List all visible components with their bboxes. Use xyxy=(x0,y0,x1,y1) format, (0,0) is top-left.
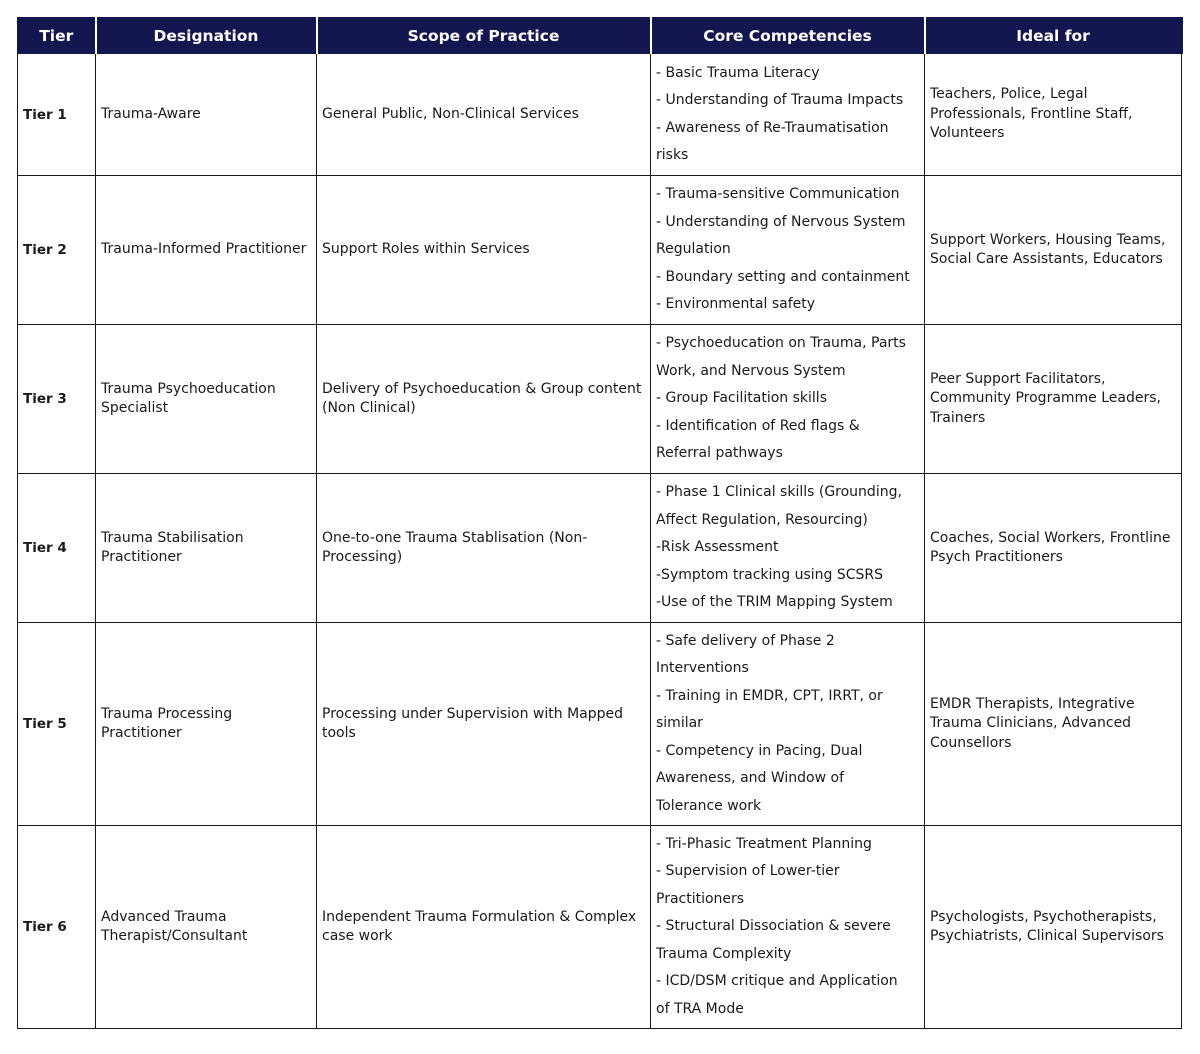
table-body xyxy=(18,54,1182,1029)
competency-line: of TRA Mode xyxy=(656,1000,744,1017)
competency-line: Work, and Nervous System xyxy=(656,362,846,379)
designation-cell: Trauma Psychoeducation Specialist xyxy=(96,325,317,474)
header-competencies: Core Competencies xyxy=(651,18,925,54)
competencies-cell xyxy=(651,474,925,623)
competency-line: - Supervision of Lower-tier xyxy=(656,863,840,880)
competency-line: - Psychoeducation on Trauma, Parts xyxy=(656,335,906,352)
scope-cell: Independent Trauma Formulation & Complex case work xyxy=(317,826,651,1029)
ideal-for-cell: Psychologists, Psychotherapists, Psychiatrists, Clinical Supervisors xyxy=(925,826,1182,1029)
competencies-cell xyxy=(651,54,925,176)
competency-line: - Competency in Pacing, Dual xyxy=(656,742,863,759)
competency-line: - Awareness of Re-Traumatisation xyxy=(656,119,889,136)
ideal-for-cell: Support Workers, Housing Teams, Social Care Assistants, Educators xyxy=(925,176,1182,325)
competency-line: - Identification of Red flags & xyxy=(656,417,860,434)
competency-line: -Use of the TRIM Mapping System xyxy=(656,594,893,611)
tier-label: Tier 2 xyxy=(18,176,96,325)
competencies-cell xyxy=(651,176,925,325)
competency-line: Affect Regulation, Resourcing) xyxy=(656,511,868,528)
header-designation: Designation xyxy=(96,18,317,54)
designation-cell: Advanced Trauma Therapist/Consultant xyxy=(96,826,317,1029)
tier-label: Tier 1 xyxy=(18,54,96,176)
tier-label: Tier 5 xyxy=(18,623,96,826)
competency-line: - Understanding of Nervous System xyxy=(656,213,906,230)
competency-line: - Boundary setting and containment xyxy=(656,268,910,285)
ideal-for-cell: Peer Support Facilitators, Community Programme Leaders, Trainers xyxy=(925,325,1182,474)
competency-line: similar xyxy=(656,715,703,732)
scope-cell: Processing under Supervision with Mapped tools xyxy=(317,623,651,826)
scope-cell: One-to-one Trauma Stablisation (Non-Processing) xyxy=(317,474,651,623)
competency-line: Tolerance work xyxy=(656,797,762,814)
table-header xyxy=(18,18,1182,54)
competency-line: - Safe delivery of Phase 2 xyxy=(656,633,835,650)
ideal-for-cell: Teachers, Police, Legal Professionals, Frontline Staff, Volunteers xyxy=(925,54,1182,176)
table-row xyxy=(18,54,1182,176)
table-row xyxy=(18,176,1182,325)
competency-line: - Basic Trauma Literacy xyxy=(656,64,820,81)
competency-line: risks xyxy=(656,146,689,163)
designation-cell: Trauma-Informed Practitioner xyxy=(96,176,317,325)
tier-label: Tier 3 xyxy=(18,325,96,474)
tier-label: Tier 6 xyxy=(18,826,96,1029)
competency-line: Practitioners xyxy=(656,890,745,907)
competency-line: Awareness, and Window of xyxy=(656,770,845,787)
table-row xyxy=(18,325,1182,474)
competencies-cell xyxy=(651,325,925,474)
competency-line: -Risk Assessment xyxy=(656,539,779,556)
header-scope: Scope of Practice xyxy=(317,18,651,54)
designation-cell: Trauma Stabilisation Practitioner xyxy=(96,474,317,623)
competency-line: - Trauma-sensitive Communication xyxy=(656,186,900,203)
ideal-for-cell: EMDR Therapists, Integrative Trauma Clinicians, Advanced Counsellors xyxy=(925,623,1182,826)
scope-cell: Support Roles within Services xyxy=(317,176,651,325)
table-row xyxy=(18,623,1182,826)
competency-line: - Group Facilitation skills xyxy=(656,390,827,407)
competency-line: Regulation xyxy=(656,241,731,258)
designation-cell: Trauma-Aware xyxy=(96,54,317,176)
header-ideal-for: Ideal for xyxy=(925,18,1182,54)
competency-line: - Understanding of Trauma Impacts xyxy=(656,92,904,109)
tier-label: Tier 4 xyxy=(18,474,96,623)
ideal-for-cell: Coaches, Social Workers, Frontline Psych Practitioners xyxy=(925,474,1182,623)
competency-line: Interventions xyxy=(656,660,749,677)
competency-line: - Structural Dissociation & severe xyxy=(656,918,891,935)
competencies-cell xyxy=(651,623,925,826)
table-row xyxy=(18,474,1182,623)
scope-cell: Delivery of Psychoeducation & Group content (Non Clinical) xyxy=(317,325,651,474)
tier-table xyxy=(17,17,1183,1029)
header-row xyxy=(18,18,1182,54)
scope-cell: General Public, Non-Clinical Services xyxy=(317,54,651,176)
competency-line: Trauma Complexity xyxy=(656,945,792,962)
header-tier: Tier xyxy=(18,18,96,54)
designation-cell: Trauma Processing Practitioner xyxy=(96,623,317,826)
competency-line: - Training in EMDR, CPT, IRRT, or xyxy=(656,687,883,704)
competency-line: - Tri-Phasic Treatment Planning xyxy=(656,836,872,853)
competency-line: - ICD/DSM critique and Application xyxy=(656,973,898,990)
table-row xyxy=(18,826,1182,1029)
competency-line: -Symptom tracking using SCSRS xyxy=(656,566,884,583)
competencies-cell xyxy=(651,826,925,1029)
competency-line: Referral pathways xyxy=(656,445,783,462)
competency-line: - Phase 1 Clinical skills (Grounding, xyxy=(656,484,902,501)
competency-line: - Environmental safety xyxy=(656,296,816,313)
